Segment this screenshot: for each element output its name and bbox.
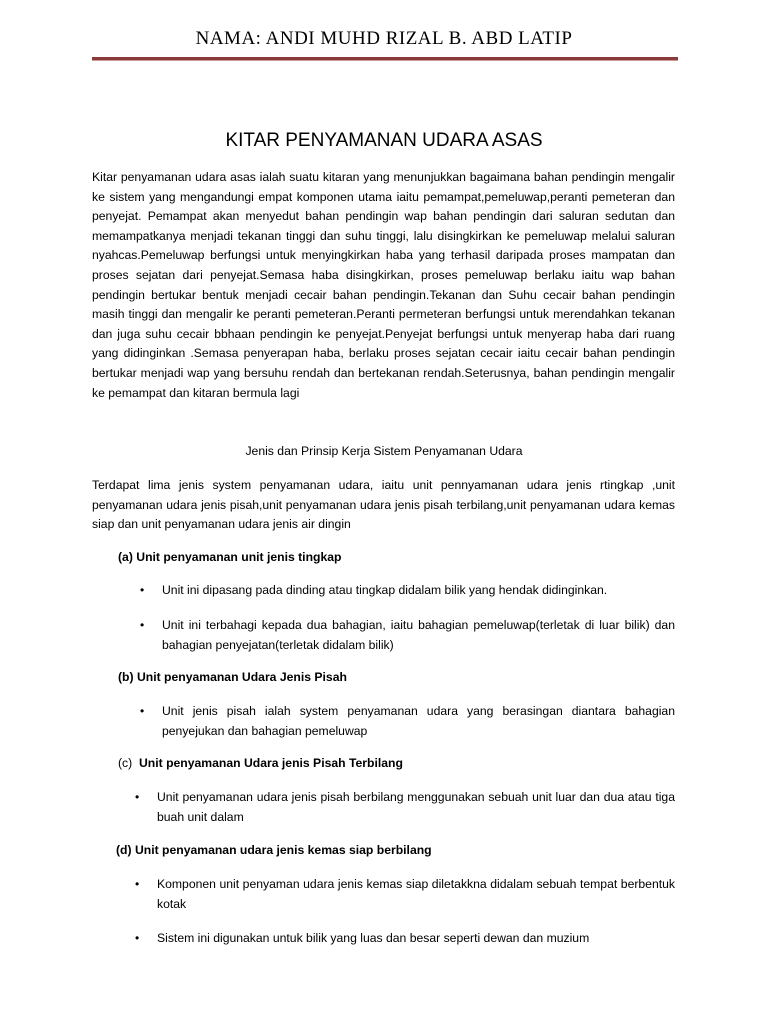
list-item [135, 875, 675, 914]
section-c-prefix: (c) [118, 756, 133, 770]
header-divider [92, 57, 678, 61]
list-item-text: Unit jenis pisah ialah system penyamanan udara yang berasingan diantara bahagian penyejukan dan bahagian pemeluwap [162, 704, 675, 738]
list-item-text: Unit ini dipasang pada dinding atau tingkap didalam bilik yang hendak didinginkan. [162, 583, 608, 597]
document-title: KITAR PENYAMANAN UDARA ASAS [225, 130, 543, 151]
list-item-text: Komponen unit penyaman udara jenis kemas siap diletakkna didalam sebuah tempat berbentuk kotak [157, 877, 675, 911]
list-item-text: Unit ini terbahagi kepada dua bahagian, iaitu bahagian pemeluwap(terletak di luar bilik) dan bahagian penyejatan(terletak didalam bilik) [162, 618, 675, 652]
list-item [140, 616, 675, 655]
types-paragraph: Terdapat lima jenis system penyamanan udara, iaitu unit pennyamanan udara jenis rtingkap ,unit penyamanan udara jenis pisah,unit penyamanan udara jenis pisah terbilang,unit penyamanan udara kemas siap dan unit penyamanan udara jenis air dingin [92, 478, 675, 532]
list-item [140, 581, 662, 601]
intro-paragraph: Kitar penyamanan udara asas ialah suatu kitaran yang menunjukkan bagaimana bahan pendingin mengalir ke sistem yang mengandungi empat komponen utama iaitu pemampat,pemeluwap,peranti pemeteran dan penyejat. Pemampat akan menyedut bahan pendingin wap bahan pendingin dari saluran sedutan dan memampatkanya menjadi tekanan tinggi dan suhu tinggi, lalu disingkirkan ke pemeluwap melalui saluran nyahcas.Pemeluwap berfungsi untuk menyingkirkan haba yang terhasil daripada proses mampatan dan proses sejatan dari penyejat.Semasa haba disingkirkan, proses pemeluwap berlaku iaitu wap bahan pendingin bertukar bentuk menjadi cecair bahan pendingin.Tekanan dan Suhu cecair bahan pendingin masih tinggi dan mengalir ke peranti pemeteran.Peranti permeteran berfungsi untuk merendahkan tekanan dan juga suhu cecair bbhaan pendingin ke penyejat.Penyejat berfungsi untuk menyerap haba dari ruang yang didinginkan .Semasa penyerapan haba, berlaku proses sejatan cecair iaitu cecair bahan pendingin bertukar menjadi wap yang bersuhu rendah dan bertekanan rendah.Seterusnya, bahan pendingin mengalir ke pemampat dan kitaran bermula lagi [92, 170, 675, 400]
section-d-heading: (d) Unit penyamanan udara jenis kemas siap berbilang [116, 843, 432, 857]
bullet-icon: • [135, 931, 140, 945]
list-item-text: Unit penyamanan udara jenis pisah berbilang menggunakan sebuah unit luar dan dua atau tiga buah unit dalam [157, 790, 675, 824]
section-b-heading: (b) Unit penyamanan Udara Jenis Pisah [118, 670, 347, 684]
bullet-icon: • [140, 618, 145, 632]
section-a-heading: (a) Unit penyamanan unit jenis tingkap [118, 550, 342, 564]
section-c-heading: Unit penyamanan Udara jenis Pisah Terbilang [139, 756, 403, 770]
list-item-text: Sistem ini digunakan untuk bilik yang luas dan besar seperti dewan dan muzium [157, 931, 590, 945]
section-subheading: Jenis dan Prinsip Kerja Sistem Penyamanan Udara [245, 444, 523, 458]
bullet-icon: • [140, 583, 145, 597]
list-item [140, 702, 675, 741]
list-item [135, 929, 675, 949]
list-item [135, 788, 675, 827]
bullet-icon: • [140, 704, 145, 718]
bullet-icon: • [135, 877, 140, 891]
bullet-icon: • [135, 790, 140, 804]
author-name: NAMA: ANDI MUHD RIZAL B. ABD LATIP [195, 28, 573, 49]
